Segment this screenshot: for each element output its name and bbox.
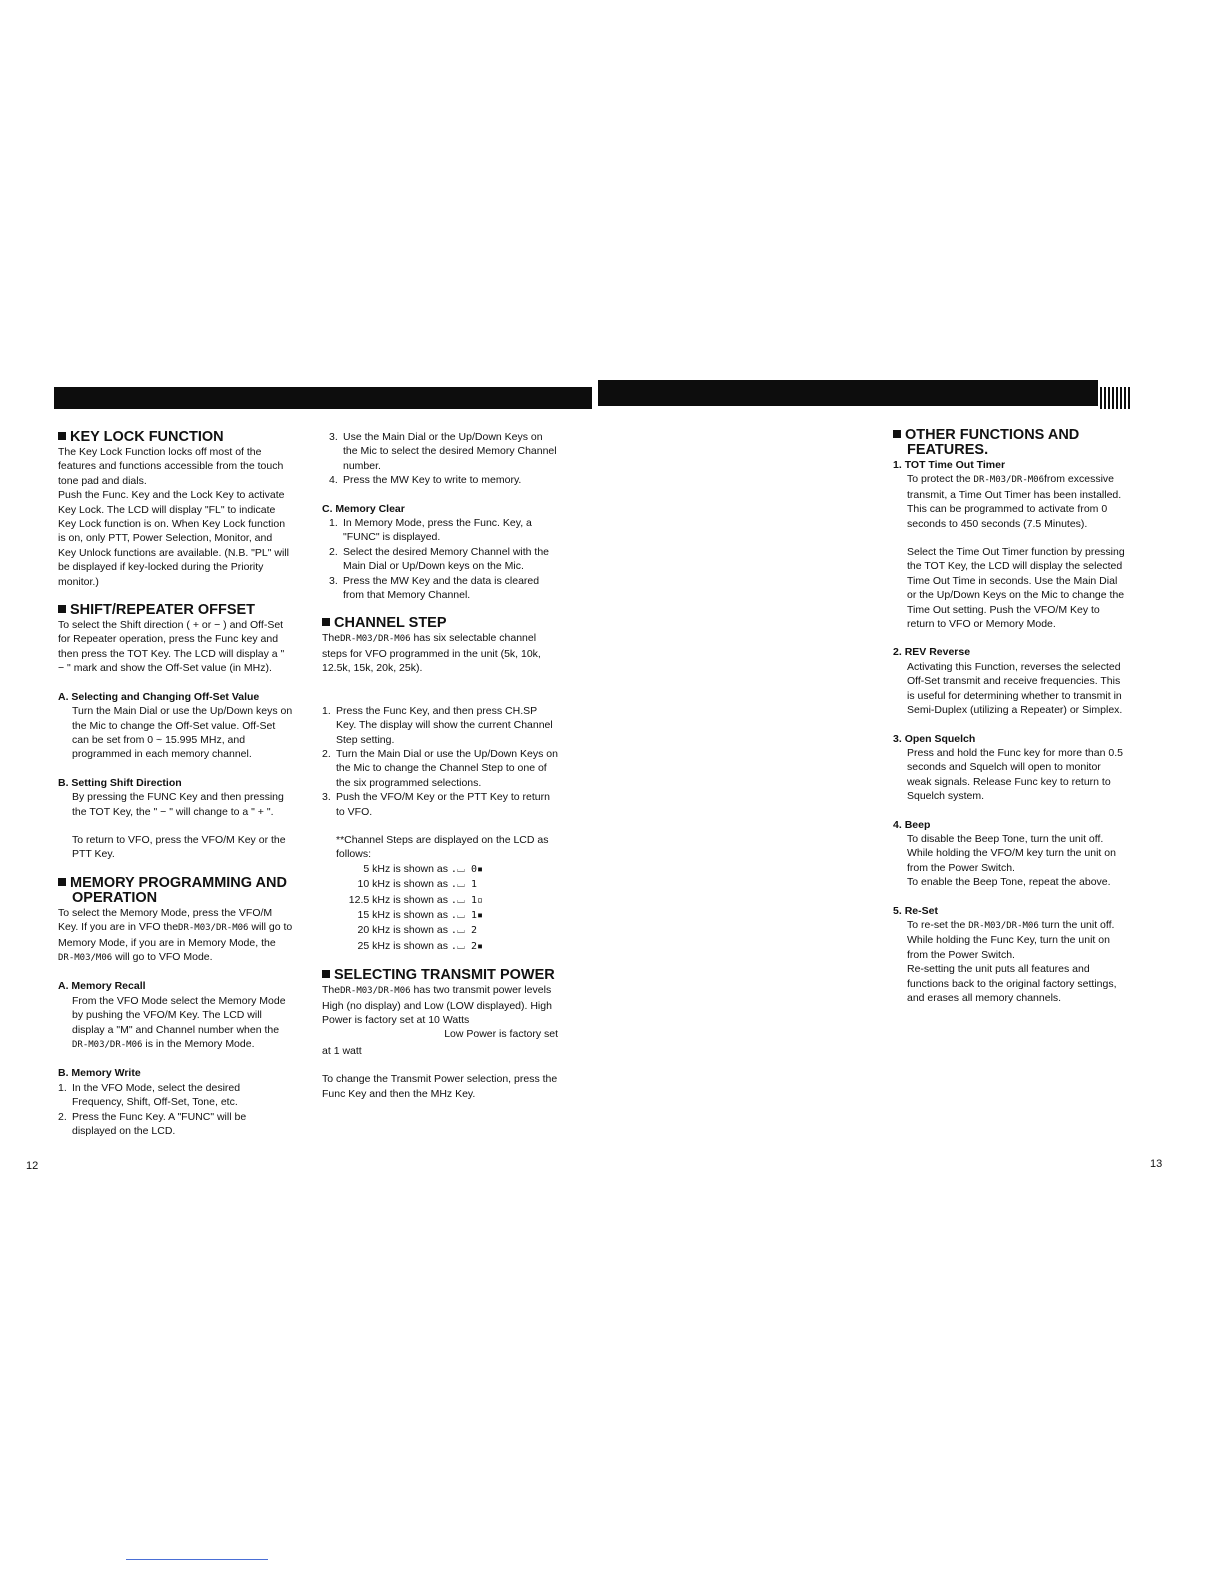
footer-link-line	[126, 1559, 268, 1560]
feature-rev	[893, 645, 1125, 717]
memory-write-list-cont	[322, 430, 560, 488]
list-item: 5 kHz is shown as .⌴ 0▪	[363, 862, 484, 875]
shift-b-text: By pressing the FUNC Key and then pressing the TOT Key, the " − " will change to a " + ".	[72, 791, 284, 818]
feature-text: Activating this Function, reverses the selected Off-Set transmit and receive frequencies. This is useful for determining whether to transmit in Semi-Duplex (utilizing a Repeater) or Simplex.	[907, 660, 1123, 717]
shift-p1: To select the Shift direction ( + or − ) and Off-Set for Repeater operation, press the Func key and then press the TOT Key. The LCD will display a " − " mark and show the Off-Set value (in MHz).	[58, 619, 285, 675]
transmit-power-low: Low Power is factory set	[444, 1028, 558, 1041]
other-functions-heading-line2: FEATURES.	[907, 442, 989, 458]
list-item: 10 kHz is shown as .⌴ 1	[357, 878, 477, 891]
left-column	[58, 430, 293, 1138]
memory-write-title: B. Memory Write	[58, 1067, 141, 1080]
list-item: 25 kHz is shown as .⌴ 2▪	[357, 939, 484, 952]
feature-text: Press and hold the Func key for more than 0.5 seconds and Squelch will open to monitor weak signals. Release Func key to return to Squelch system.	[907, 746, 1123, 803]
shift-b-text2: To return to VFO, press the VFO/M Key or the PTT Key.	[72, 833, 286, 861]
feature-text: To disable the Beep Tone, turn the unit off. While holding the VFO/M key turn the unit on from the Power Switch.	[907, 832, 1116, 874]
transmit-power-p2: To change the Transmit Power selection, press the Func Key and then the MHz Key.	[322, 1073, 558, 1100]
lcd-segment-icon: .⌴ 1	[450, 879, 477, 891]
key-lock-heading: KEY LOCK FUNCTION	[58, 430, 293, 445]
feature-title: 4. Beep	[893, 818, 931, 831]
feature-text: Select the Time Out Timer function by pressing the TOT Key, the LCD will display the selected Time Out Time in seconds. Use the Main Dial or the Up/Down Keys on the Mic to change the Time Out setting. Push the VFO/M Key to return to VFO or Memory Mode.	[907, 546, 1125, 631]
list-item: 2. Turn the Main Dial or use the Up/Down Keys on the Mic to change the Channel Step to one of the six programmed selections.	[322, 747, 558, 789]
bullet-square-icon	[58, 432, 66, 440]
memory-clear-title: C. Memory Clear	[322, 502, 405, 515]
feature-open-squelch	[893, 732, 1125, 804]
list-item: 2. Press the Func Key. A "FUNC" will be displayed on the LCD.	[58, 1110, 247, 1138]
list-item: 12.5 kHz is shown as .⌴ 1▫	[348, 893, 484, 906]
channel-step-p1: TheDR-M03/DR-M06 has six selectable channel steps for VFO programmed in the unit (5k, 10k, 12.5k, 15k, 20k, 25k).	[322, 632, 541, 675]
shift-heading: SHIFT/REPEATER OFFSET	[58, 603, 293, 618]
feature-text: To re-set the DR-M03/DR-M06 turn the unit off. While holding the Func Key, turn the unit on from the Power Switch.	[907, 918, 1115, 961]
list-item: 1. Press the Func Key, and then press CH.SP Key. The display will show the current Channel Step setting.	[322, 704, 553, 746]
bullet-square-icon	[322, 618, 330, 626]
channel-step-note: **Channel Steps are displayed on the LCD as follows:	[336, 833, 549, 861]
lcd-segment-icon: .⌴ 0▪	[450, 863, 484, 875]
transmit-power-heading: SELECTING TRANSMIT POWER	[322, 968, 560, 983]
list-item: 1. In Memory Mode, press the Func. Key, a "FUNC" is displayed.	[329, 517, 532, 544]
bullet-square-icon	[893, 430, 901, 438]
channel-step-list	[322, 704, 560, 819]
middle-column	[322, 430, 560, 1101]
feature-beep	[893, 818, 1125, 890]
list-item: 15 kHz is shown as .⌴ 1▪	[357, 908, 484, 921]
memory-recall-title: A. Memory Recall	[58, 980, 146, 993]
memory-heading-line2: OPERATION	[72, 889, 158, 906]
shift-a-text: Turn the Main Dial or use the Up/Down keys on the Mic to change the Off-Set value. Off-Set can be set from 0 ~ 15.995 MHz, and programmed in each memory channel.	[72, 705, 293, 761]
header-tick-marks	[1100, 387, 1130, 409]
memory-write-list	[58, 1081, 293, 1139]
feature-text: To enable the Beep Tone, repeat the above.	[907, 876, 1111, 889]
other-functions-heading: OTHER FUNCTIONS AND	[893, 428, 1125, 443]
page-number-right: 13	[1150, 1158, 1163, 1170]
memory-clear-list	[322, 516, 560, 602]
key-lock-p1: The Key Lock Function locks off most of the features and functions accessible from the touch tone pad and dials.	[58, 446, 284, 487]
transmit-power-p1: TheDR-M03/DR-M06 has two transmit power levels High (no display) and Low (LOW displayed). High Power is factory set at 10 Watts	[322, 984, 552, 1026]
bullet-square-icon	[322, 970, 330, 978]
page-number-left: 12	[26, 1160, 39, 1172]
list-item: 4. Press the MW Key to write to memory.	[329, 474, 522, 487]
list-item: 1. In the VFO Mode, select the desired Frequency, Shift, Off-Set, Tone, etc.	[58, 1081, 241, 1109]
memory-recall-text: From the VFO Mode select the Memory Mode by pushing the VFO/M Key. The LCD will display a "M" and Channel number when the DR-M03/DR-M06 is in the Memory Mode.	[72, 994, 286, 1050]
lcd-segment-icon: .⌴ 2▪	[450, 940, 484, 952]
feature-tot	[893, 458, 1125, 631]
shift-b-title: B. Setting Shift Direction	[58, 776, 182, 789]
list-item: 3. Use the Main Dial or the Up/Down Keys on the Mic to select the desired Memory Channel number.	[329, 431, 557, 472]
list-item: 3. Push the VFO/M Key or the PTT Key to return to VFO.	[322, 791, 550, 818]
feature-title: 5. Re-Set	[893, 904, 938, 917]
key-lock-p2: Push the Func. Key and the Lock Key to activate Key Lock. The LCD will display "FL" to indicate Key Lock function is on. When Key Lock function is on, only PTT, Power Selection, Monitor, and Key Unlock functions are available. (N.B. "PL" will be displayed if key-locked during the Priority monitor.)	[58, 489, 289, 588]
right-column	[893, 428, 1125, 1005]
shift-a-title: A. Selecting and Changing Off-Set Value	[58, 690, 260, 703]
bullet-square-icon	[58, 605, 66, 613]
bullet-square-icon	[58, 878, 66, 886]
feature-title: 1. TOT Time Out Timer	[893, 459, 1006, 471]
feature-text: To protect the DR-M03/DR-M06from excessive transmit, a Time Out Timer has been installed. This can be programmed to activate from 0 seconds to 450 seconds (7.5 Minutes).	[907, 473, 1122, 530]
channel-step-table	[322, 862, 560, 954]
list-item: 20 kHz is shown as .⌴ 2	[357, 924, 477, 937]
channel-step-heading: CHANNEL STEP	[322, 616, 560, 631]
feature-title: 3. Open Squelch	[893, 732, 976, 745]
transmit-power-low-value: at 1 watt	[322, 1044, 362, 1057]
memory-p1: To select the Memory Mode, press the VFO/M Key. If you are in VFO theDR-M03/DR-M06 will go to Memory Mode, if you are in Memory Mode, the DR-M03/M06 will go to VFO Mode.	[58, 906, 293, 963]
memory-heading: MEMORY PROGRAMMING AND	[58, 876, 293, 891]
feature-title: 2. REV Reverse	[893, 646, 971, 659]
lcd-segment-icon: .⌴ 1▫	[450, 894, 484, 906]
header-bar-left	[54, 387, 592, 409]
feature-reset	[893, 904, 1125, 1006]
header-bar-right	[598, 380, 1098, 406]
lcd-segment-icon: .⌴ 2	[450, 925, 477, 937]
list-item: 3. Press the MW Key and the data is cleared from that Memory Channel.	[329, 574, 540, 602]
feature-text: Re-setting the unit puts all features and functions back to the original factory settings, and erases all memory channels.	[907, 963, 1117, 1004]
list-item: 2. Select the desired Memory Channel with the Main Dial or Up/Down keys on the Mic.	[329, 545, 550, 573]
lcd-segment-icon: .⌴ 1▪	[450, 909, 484, 921]
